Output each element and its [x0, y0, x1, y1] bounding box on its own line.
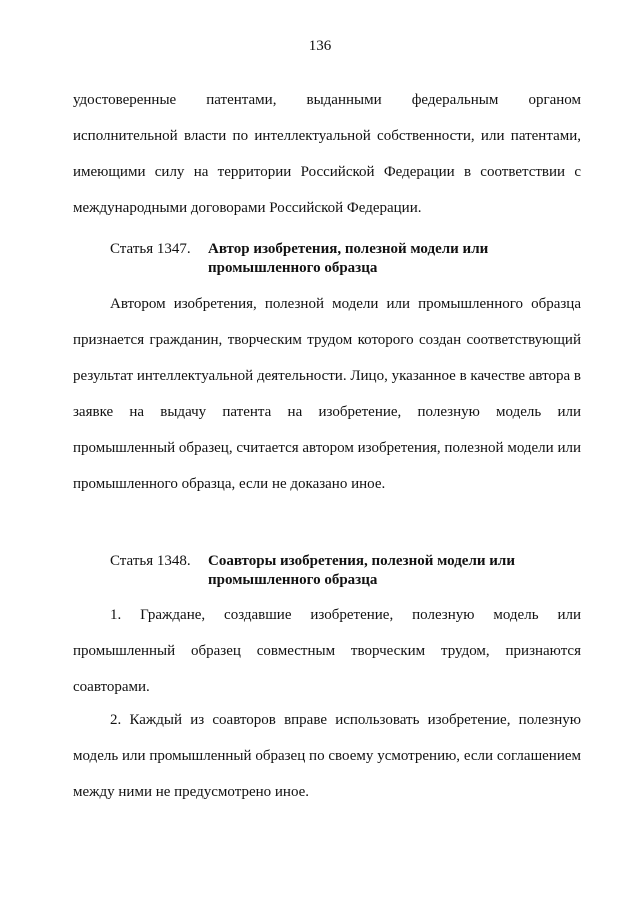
article-1347-number: Статья 1347.: [110, 241, 191, 257]
article-1347-paragraph: Автором изобретения, полезной модели или промышленного образца признается гражданин, творческим трудом которого создан соответствующий результат интеллектуальной деятельности. Лицо, указанное в качестве автора в заявке на выдачу патента на изобретение, полезную модель или промышленный образец, считается автором изобретения, полезной модели или промышленного образца, если не доказано иное.: [73, 296, 581, 492]
article-1348-title: Соавторы изобретения, полезной модели или промышленного образца: [208, 553, 515, 588]
article-1348-paragraph-1: 1. Граждане, создавшие изобретение, полезную модель или промышленный образец совместным творческим трудом, признаются соавторами.: [73, 607, 581, 695]
article-1348-number: Статья 1348.: [110, 553, 191, 569]
article-1348-paragraph-2: 2. Каждый из соавторов вправе использовать изобретение, полезную модель или промышленный образец по своему усмотрению, если соглашением между ними не предусмотрено иное.: [73, 712, 581, 800]
article-1347-heading: [110, 240, 580, 278]
article-1347-title: Автор изобретения, полезной модели или промышленного образца: [208, 241, 489, 276]
page-number: 136: [308, 38, 332, 54]
article-1348-heading: [110, 552, 580, 590]
continuation-paragraph: удостоверенные патентами, выданными федеральным органом исполнительной власти по интеллектуальной собственности, или патентами, имеющими силу на территории Российской Федерации в соответствии с международными договорами Российской Федерации.: [73, 92, 581, 216]
